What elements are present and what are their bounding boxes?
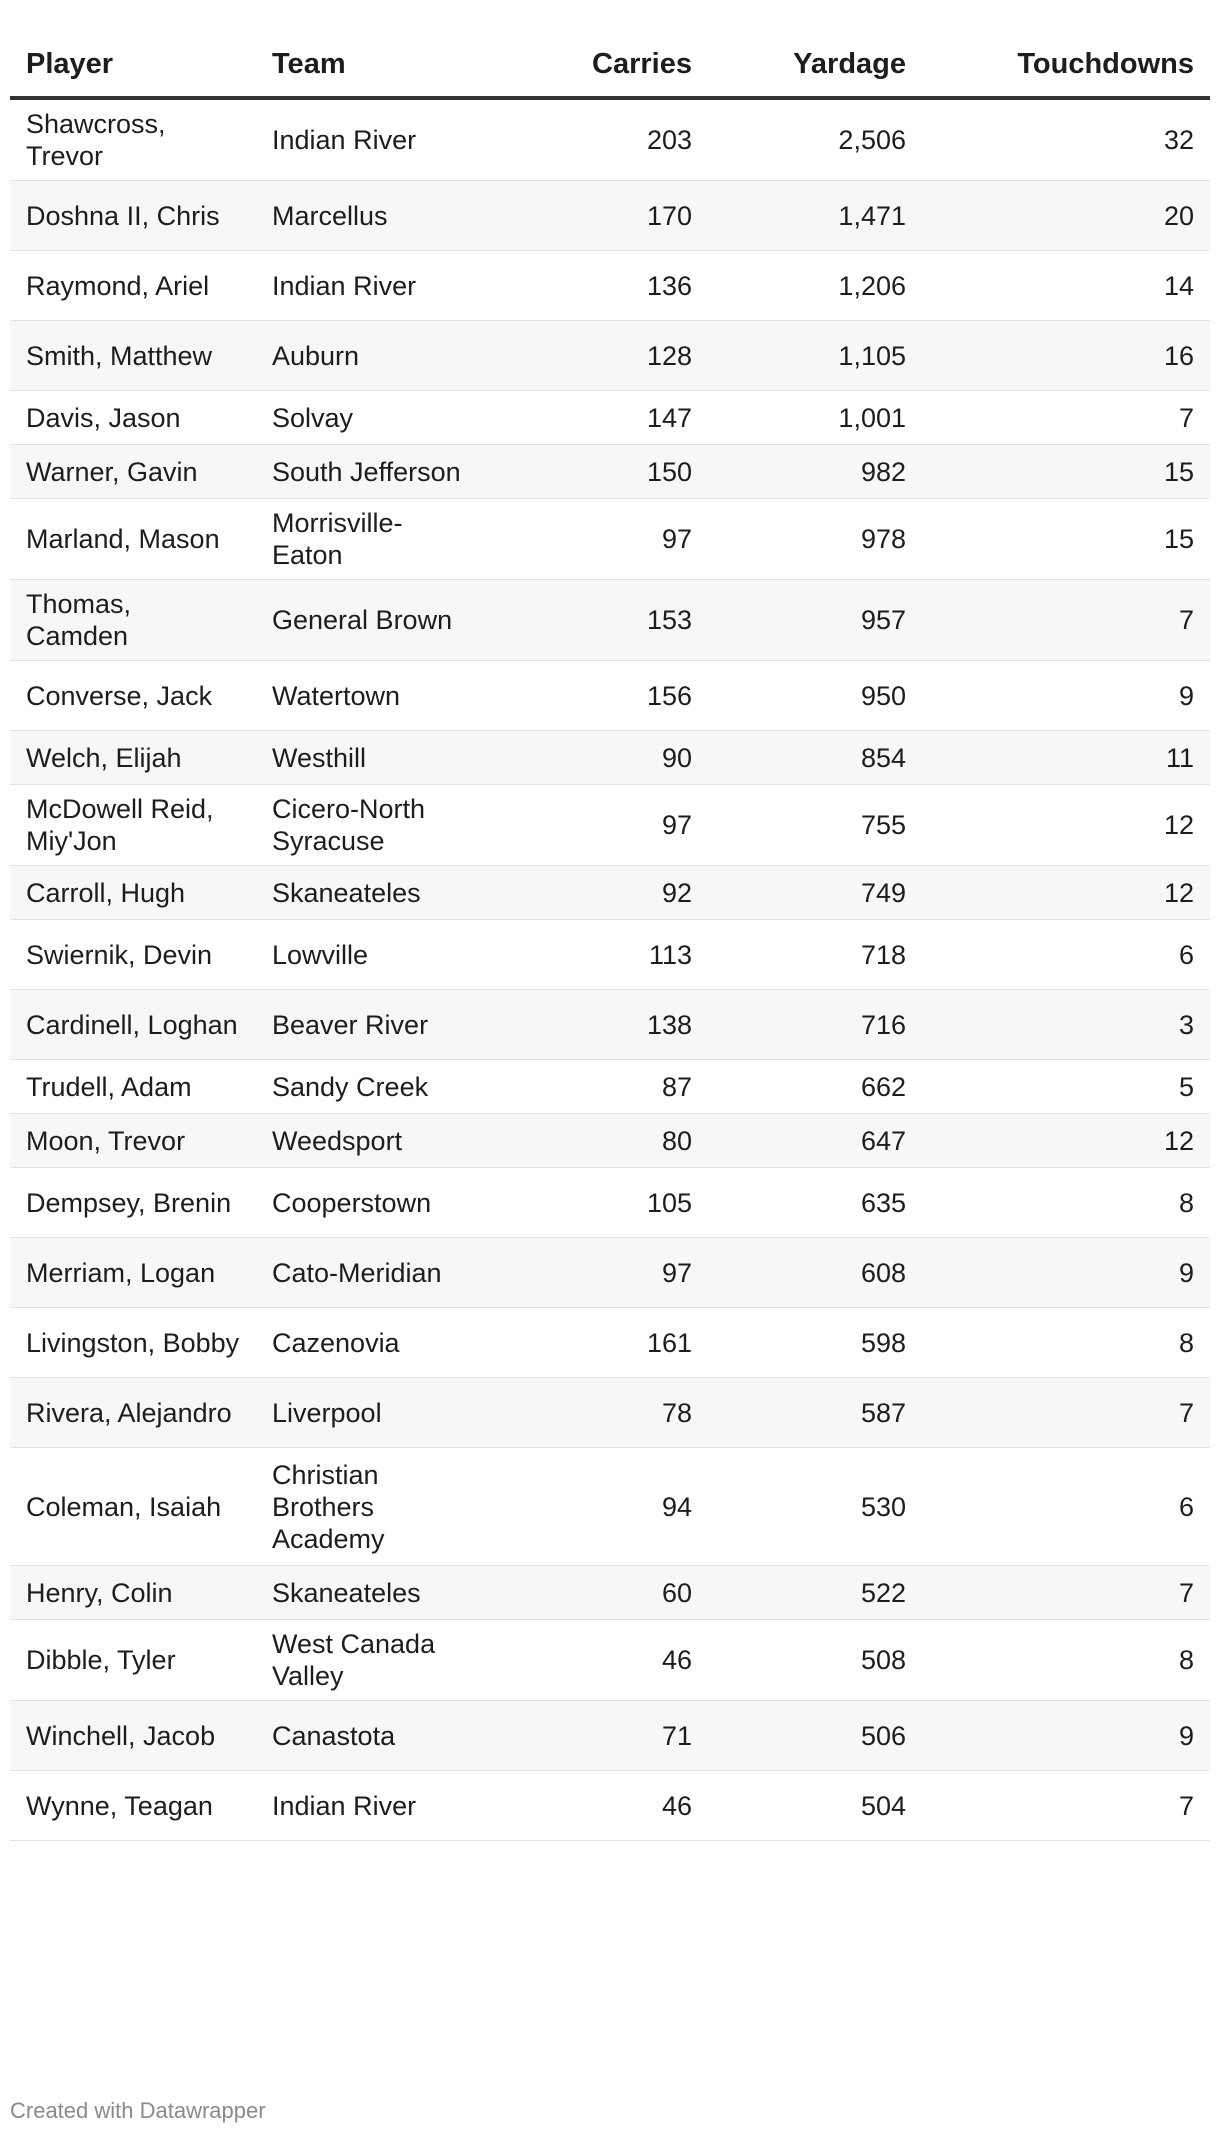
carries-cell: 46 bbox=[486, 1771, 708, 1841]
touchdowns-cell: 6 bbox=[922, 920, 1210, 990]
carries-cell: 97 bbox=[486, 499, 708, 580]
table-row bbox=[10, 920, 1210, 990]
carries-cell: 138 bbox=[486, 990, 708, 1060]
touchdowns-cell: 7 bbox=[922, 1771, 1210, 1841]
yardage-cell: 1,471 bbox=[708, 181, 922, 251]
touchdowns-cell: 9 bbox=[922, 1238, 1210, 1308]
carries-cell: 147 bbox=[486, 391, 708, 445]
yardage-cell: 957 bbox=[708, 580, 922, 661]
team-cell: General Brown bbox=[256, 580, 486, 661]
carries-cell: 153 bbox=[486, 580, 708, 661]
touchdowns-cell: 12 bbox=[922, 785, 1210, 866]
table-row bbox=[10, 181, 1210, 251]
carries-cell: 46 bbox=[486, 1620, 708, 1701]
table-row bbox=[10, 731, 1210, 785]
carries-cell: 97 bbox=[486, 785, 708, 866]
table-header bbox=[10, 32, 1210, 98]
team-cell: Watertown bbox=[256, 661, 486, 731]
carries-cell: 87 bbox=[486, 1060, 708, 1114]
team-cell: Cooperstown bbox=[256, 1168, 486, 1238]
yardage-cell: 978 bbox=[708, 499, 922, 580]
carries-cell: 71 bbox=[486, 1701, 708, 1771]
player-cell: Trudell, Adam bbox=[10, 1060, 256, 1114]
yardage-cell: 950 bbox=[708, 661, 922, 731]
table-row bbox=[10, 391, 1210, 445]
team-cell: Sandy Creek bbox=[256, 1060, 486, 1114]
player-cell: Moon, Trevor bbox=[10, 1114, 256, 1168]
table-row bbox=[10, 1701, 1210, 1771]
carries-cell: 90 bbox=[486, 731, 708, 785]
player-cell: Doshna II, Chris bbox=[10, 181, 256, 251]
team-cell: Indian River bbox=[256, 251, 486, 321]
table-row bbox=[10, 499, 1210, 580]
touchdowns-cell: 14 bbox=[922, 251, 1210, 321]
touchdowns-cell: 8 bbox=[922, 1168, 1210, 1238]
yardage-cell: 716 bbox=[708, 990, 922, 1060]
touchdowns-cell: 12 bbox=[922, 866, 1210, 920]
table-row bbox=[10, 1060, 1210, 1114]
yardage-cell: 662 bbox=[708, 1060, 922, 1114]
touchdowns-cell: 16 bbox=[922, 321, 1210, 391]
yardage-cell: 749 bbox=[708, 866, 922, 920]
carries-cell: 136 bbox=[486, 251, 708, 321]
player-cell: Henry, Colin bbox=[10, 1566, 256, 1620]
touchdowns-cell: 9 bbox=[922, 661, 1210, 731]
player-cell: Coleman, Isaiah bbox=[10, 1448, 256, 1566]
yardage-cell: 587 bbox=[708, 1378, 922, 1448]
player-cell: Wynne, Teagan bbox=[10, 1771, 256, 1841]
player-cell: Merriam, Logan bbox=[10, 1238, 256, 1308]
yardage-cell: 2,506 bbox=[708, 98, 922, 181]
player-cell: Warner, Gavin bbox=[10, 445, 256, 499]
player-cell: Shawcross, Trevor bbox=[10, 98, 256, 181]
carries-cell: 60 bbox=[486, 1566, 708, 1620]
table-row bbox=[10, 1238, 1210, 1308]
yardage-cell: 508 bbox=[708, 1620, 922, 1701]
column-header-yardage[interactable]: Yardage bbox=[708, 32, 922, 98]
carries-cell: 128 bbox=[486, 321, 708, 391]
team-cell: Canastota bbox=[256, 1701, 486, 1771]
player-cell: Dibble, Tyler bbox=[10, 1620, 256, 1701]
column-header-touchdowns[interactable]: Touchdowns bbox=[922, 32, 1210, 98]
touchdowns-cell: 32 bbox=[922, 98, 1210, 181]
touchdowns-cell: 8 bbox=[922, 1308, 1210, 1378]
yardage-cell: 647 bbox=[708, 1114, 922, 1168]
team-cell: Skaneateles bbox=[256, 866, 486, 920]
table-row bbox=[10, 1308, 1210, 1378]
yardage-cell: 598 bbox=[708, 1308, 922, 1378]
yardage-cell: 854 bbox=[708, 731, 922, 785]
touchdowns-cell: 9 bbox=[922, 1701, 1210, 1771]
table-row bbox=[10, 251, 1210, 321]
player-cell: Cardinell, Loghan bbox=[10, 990, 256, 1060]
yardage-cell: 1,206 bbox=[708, 251, 922, 321]
team-cell: Christian Brothers Academy bbox=[256, 1448, 486, 1566]
team-cell: South Jefferson bbox=[256, 445, 486, 499]
touchdowns-cell: 15 bbox=[922, 499, 1210, 580]
touchdowns-cell: 6 bbox=[922, 1448, 1210, 1566]
column-header-carries[interactable]: Carries bbox=[486, 32, 708, 98]
table-row bbox=[10, 661, 1210, 731]
table-row bbox=[10, 785, 1210, 866]
carries-cell: 161 bbox=[486, 1308, 708, 1378]
touchdowns-cell: 5 bbox=[922, 1060, 1210, 1114]
player-cell: Dempsey, Brenin bbox=[10, 1168, 256, 1238]
table-row bbox=[10, 1566, 1210, 1620]
player-cell: Rivera, Alejandro bbox=[10, 1378, 256, 1448]
touchdowns-cell: 7 bbox=[922, 1378, 1210, 1448]
player-cell: Thomas, Camden bbox=[10, 580, 256, 661]
table-row bbox=[10, 580, 1210, 661]
player-cell: Winchell, Jacob bbox=[10, 1701, 256, 1771]
yardage-cell: 522 bbox=[708, 1566, 922, 1620]
team-cell: Auburn bbox=[256, 321, 486, 391]
carries-cell: 80 bbox=[486, 1114, 708, 1168]
team-cell: Beaver River bbox=[256, 990, 486, 1060]
carries-cell: 150 bbox=[486, 445, 708, 499]
touchdowns-cell: 8 bbox=[922, 1620, 1210, 1701]
carries-cell: 78 bbox=[486, 1378, 708, 1448]
carries-cell: 203 bbox=[486, 98, 708, 181]
header-row bbox=[10, 32, 1210, 98]
touchdowns-cell: 11 bbox=[922, 731, 1210, 785]
column-header-player[interactable]: Player bbox=[10, 32, 256, 98]
table-row bbox=[10, 990, 1210, 1060]
team-cell: Cazenovia bbox=[256, 1308, 486, 1378]
touchdowns-cell: 7 bbox=[922, 391, 1210, 445]
table-body bbox=[10, 98, 1210, 1841]
player-cell: Smith, Matthew bbox=[10, 321, 256, 391]
table-row bbox=[10, 1448, 1210, 1566]
table-row bbox=[10, 1168, 1210, 1238]
touchdowns-cell: 7 bbox=[922, 580, 1210, 661]
table-row bbox=[10, 1620, 1210, 1701]
team-cell: Cicero-North Syracuse bbox=[256, 785, 486, 866]
team-cell: Marcellus bbox=[256, 181, 486, 251]
carries-cell: 94 bbox=[486, 1448, 708, 1566]
yardage-cell: 608 bbox=[708, 1238, 922, 1308]
yardage-cell: 506 bbox=[708, 1701, 922, 1771]
yardage-cell: 1,001 bbox=[708, 391, 922, 445]
player-cell: Davis, Jason bbox=[10, 391, 256, 445]
table-row bbox=[10, 1771, 1210, 1841]
yardage-cell: 504 bbox=[708, 1771, 922, 1841]
column-header-team[interactable]: Team bbox=[256, 32, 486, 98]
yardage-cell: 530 bbox=[708, 1448, 922, 1566]
touchdowns-cell: 3 bbox=[922, 990, 1210, 1060]
touchdowns-cell: 12 bbox=[922, 1114, 1210, 1168]
table-row bbox=[10, 1114, 1210, 1168]
carries-cell: 105 bbox=[486, 1168, 708, 1238]
touchdowns-cell: 7 bbox=[922, 1566, 1210, 1620]
player-cell: Converse, Jack bbox=[10, 661, 256, 731]
yardage-cell: 1,105 bbox=[708, 321, 922, 391]
table-row bbox=[10, 1378, 1210, 1448]
datawrapper-credit[interactable]: Created with Datawrapper bbox=[10, 2098, 266, 2123]
player-cell: Swiernik, Devin bbox=[10, 920, 256, 990]
table-row bbox=[10, 321, 1210, 391]
team-cell: Solvay bbox=[256, 391, 486, 445]
rushing-stats-table bbox=[10, 32, 1210, 1841]
carries-cell: 113 bbox=[486, 920, 708, 990]
touchdowns-cell: 20 bbox=[922, 181, 1210, 251]
player-cell: Welch, Elijah bbox=[10, 731, 256, 785]
player-cell: Raymond, Ariel bbox=[10, 251, 256, 321]
team-cell: Westhill bbox=[256, 731, 486, 785]
yardage-cell: 718 bbox=[708, 920, 922, 990]
player-cell: Carroll, Hugh bbox=[10, 866, 256, 920]
team-cell: West Canada Valley bbox=[256, 1620, 486, 1701]
team-cell: Liverpool bbox=[256, 1378, 486, 1448]
touchdowns-cell: 15 bbox=[922, 445, 1210, 499]
table-row bbox=[10, 98, 1210, 181]
yardage-cell: 755 bbox=[708, 785, 922, 866]
team-cell: Morrisville-Eaton bbox=[256, 499, 486, 580]
player-cell: McDowell Reid, Miy'Jon bbox=[10, 785, 256, 866]
carries-cell: 92 bbox=[486, 866, 708, 920]
team-cell: Cato-Meridian bbox=[256, 1238, 486, 1308]
player-cell: Livingston, Bobby bbox=[10, 1308, 256, 1378]
team-cell: Indian River bbox=[256, 1771, 486, 1841]
player-cell: Marland, Mason bbox=[10, 499, 256, 580]
table-row bbox=[10, 866, 1210, 920]
team-cell: Lowville bbox=[256, 920, 486, 990]
team-cell: Indian River bbox=[256, 98, 486, 181]
carries-cell: 156 bbox=[486, 661, 708, 731]
carries-cell: 97 bbox=[486, 1238, 708, 1308]
team-cell: Weedsport bbox=[256, 1114, 486, 1168]
yardage-cell: 635 bbox=[708, 1168, 922, 1238]
yardage-cell: 982 bbox=[708, 445, 922, 499]
carries-cell: 170 bbox=[486, 181, 708, 251]
team-cell: Skaneateles bbox=[256, 1566, 486, 1620]
table-row bbox=[10, 445, 1210, 499]
